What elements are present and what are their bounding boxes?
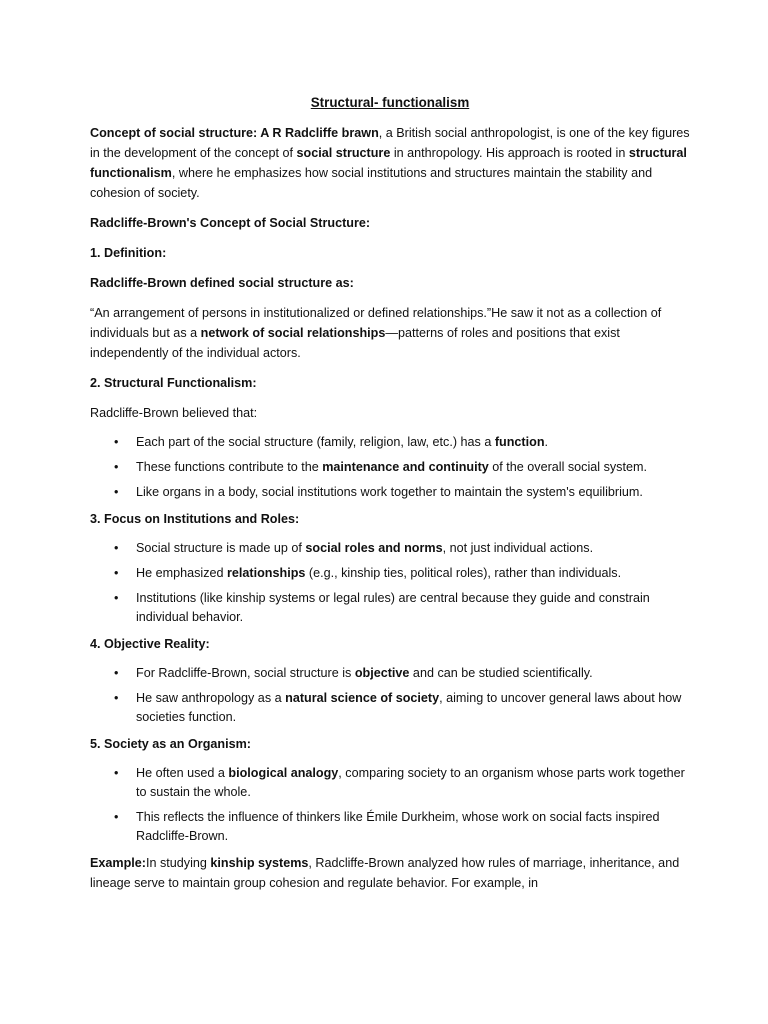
- intro-text: , a British social anthropologist, is one of the key figures in the development of the concept of: [90, 126, 690, 160]
- list-text: This reflects the influence of thinkers like Émile Durkheim, whose work on social facts inspired Radcliffe-Brown.: [136, 810, 660, 843]
- definition-paragraph: [90, 303, 690, 363]
- list-item: [90, 689, 690, 727]
- list-text: (e.g., kinship ties, political roles), rather than individuals.: [305, 566, 622, 580]
- example-text: , Radcliffe-Brown analyzed how rules of marriage, inheritance, and lineage serve to maintain group cohesion and regulate behavior. For example, in: [90, 856, 680, 890]
- list-text: , aiming to uncover general laws about how societies function.: [136, 691, 682, 724]
- intro-bold-term: structural functionalism: [90, 146, 687, 180]
- list-text: .: [544, 435, 549, 449]
- section-4-heading: 4. Objective Reality:: [90, 637, 210, 651]
- list-item: [90, 808, 690, 846]
- section-2-lead: Radcliffe-Brown believed that:: [90, 406, 258, 420]
- list-item: [90, 764, 690, 802]
- example-bold-term: kinship systems: [210, 856, 309, 870]
- list-text: He saw anthropology as a: [136, 691, 286, 705]
- bullet-icon: •: [114, 485, 119, 499]
- section-3-list: [90, 539, 690, 627]
- list-bold-term: relationships: [227, 566, 306, 580]
- list-text: and can be studied scientifically.: [409, 666, 593, 680]
- list-item: [90, 433, 690, 452]
- intro-paragraph: [90, 123, 690, 203]
- bullet-icon: •: [114, 666, 119, 680]
- definition-bold-term: network of social relationships: [200, 326, 386, 340]
- list-item: [90, 483, 690, 502]
- example-label: Example:: [90, 856, 146, 870]
- section-2-list: [90, 433, 690, 502]
- list-text: He often used a: [136, 766, 229, 780]
- list-text: For Radcliffe-Brown, social structure is: [136, 666, 355, 680]
- section-1-heading: 1. Definition:: [90, 246, 167, 260]
- list-text: , comparing society to an organism whose parts work together to sustain the whole.: [136, 766, 685, 799]
- list-text: Social structure is made up of: [136, 541, 306, 555]
- list-item: [90, 458, 690, 477]
- concept-heading: Radcliffe-Brown's Concept of Social Structure:: [90, 216, 371, 230]
- list-text: of the overall social system.: [488, 460, 647, 474]
- list-text: He emphasized: [136, 566, 228, 580]
- list-text: Institutions (like kinship systems or legal rules) are central because they guide and constrain individual behavior.: [136, 591, 650, 624]
- bullet-icon: •: [114, 566, 119, 580]
- definition-text: —patterns of roles and positions that exist independently of the individual actors.: [90, 326, 620, 360]
- bullet-icon: •: [114, 460, 119, 474]
- section-3-heading: 3. Focus on Institutions and Roles:: [90, 512, 300, 526]
- section-2-heading: 2. Structural Functionalism:: [90, 376, 257, 390]
- list-bold-term: function: [494, 435, 545, 449]
- list-bold-term: social roles and norms: [305, 541, 443, 555]
- list-text: , not just individual actions.: [442, 541, 594, 555]
- bullet-icon: •: [114, 435, 119, 449]
- section-5-list: [90, 764, 690, 846]
- list-item: [90, 664, 690, 683]
- list-text: These functions contribute to the: [136, 460, 323, 474]
- example-text: In studying: [146, 856, 211, 870]
- list-bold-term: maintenance and continuity: [322, 460, 489, 474]
- intro-text: in anthropology. His approach is rooted in: [390, 146, 629, 160]
- list-item: [90, 589, 690, 627]
- intro-bold-lead: Concept of social structure: A R Radcliffe brawn: [90, 126, 379, 140]
- definition-text: “An arrangement of persons in institutionalized or defined relationships.”He saw it not as a collection of individuals but as a: [90, 306, 662, 340]
- intro-bold-term: social structure: [296, 146, 391, 160]
- bullet-icon: •: [114, 691, 119, 705]
- bullet-icon: •: [114, 810, 119, 824]
- document-body: [90, 93, 690, 903]
- list-bold-term: objective: [354, 666, 410, 680]
- section-1-subheading: Radcliffe-Brown defined social structure as:: [90, 276, 354, 290]
- section-4-list: [90, 664, 690, 727]
- document-title: Structural- functionalism: [310, 95, 470, 110]
- list-item: [90, 564, 690, 583]
- bullet-icon: •: [114, 591, 119, 605]
- list-text: Each part of the social structure (family, religion, law, etc.) has a: [136, 435, 495, 449]
- list-bold-term: natural science of society: [285, 691, 440, 705]
- bullet-icon: •: [114, 766, 119, 780]
- bullet-icon: •: [114, 541, 119, 555]
- list-item: [90, 539, 690, 558]
- intro-text: , where he emphasizes how social institutions and structures maintain the stability and cohesion of society.: [90, 166, 653, 200]
- list-text: Like organs in a body, social institutions work together to maintain the system's equilibrium.: [136, 485, 643, 499]
- section-5-heading: 5. Society as an Organism:: [90, 737, 251, 751]
- list-bold-term: biological analogy: [228, 766, 339, 780]
- example-paragraph: [90, 853, 690, 893]
